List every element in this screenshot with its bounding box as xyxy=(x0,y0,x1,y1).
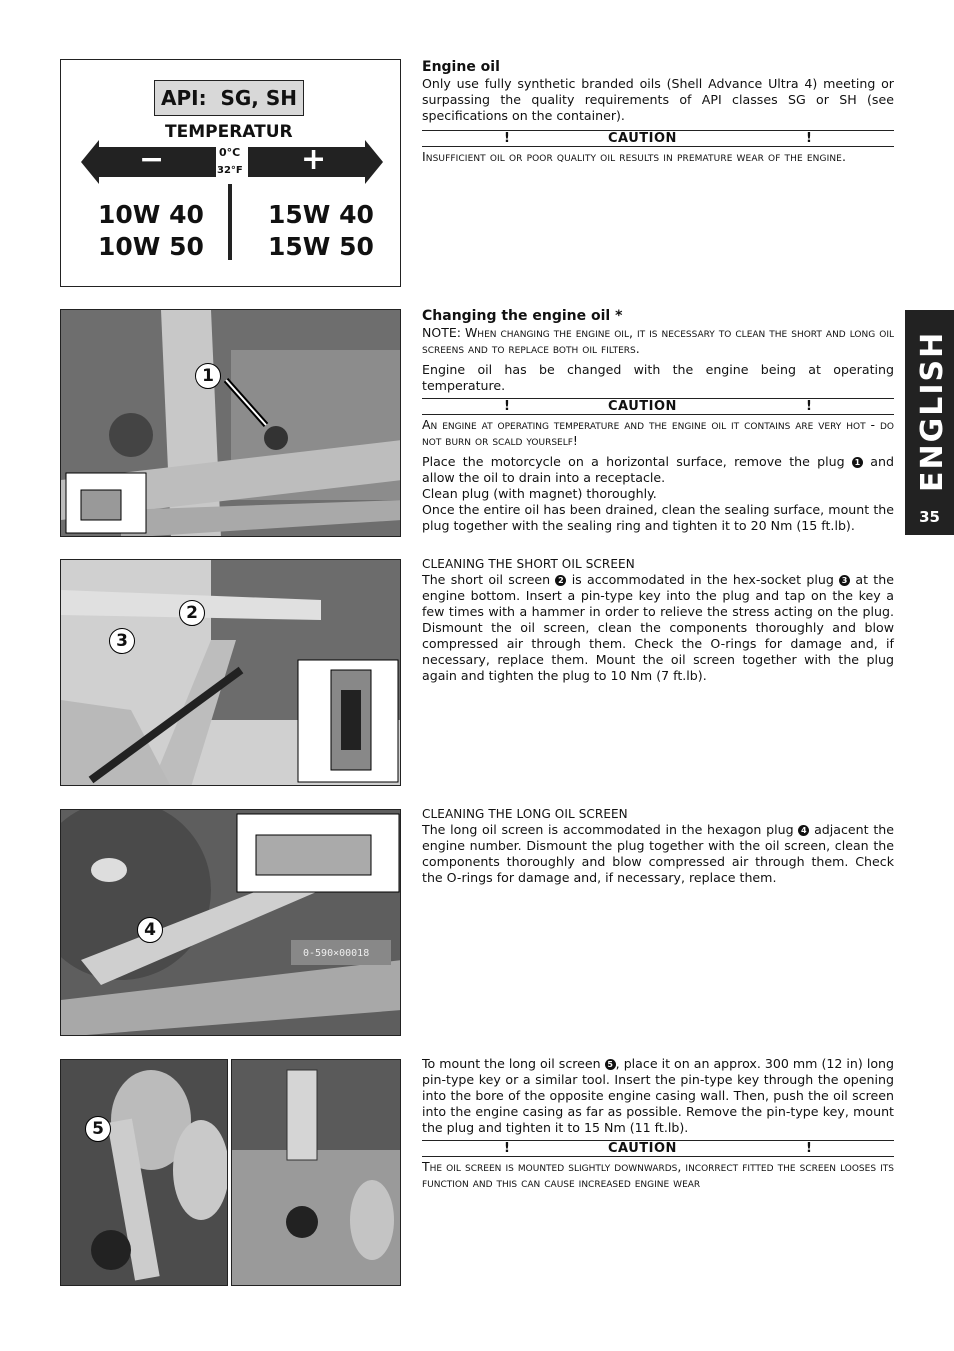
caution-label: CAUTION xyxy=(608,131,677,146)
grade-right-2: 15W 50 xyxy=(268,232,374,261)
caution-excl-right: ! xyxy=(806,399,812,414)
changing-oil-body2 xyxy=(422,454,894,486)
short-screen-text-3: at the engine bottom. Insert a pin-type key into the plug and tap on the key a few times with a hammer in order to relieve the stress acting on the plug. Dismount the oil screen, clean the components thoroughly and blow compressed air through them. Check the O-rings for damage and, if necessary, replace them. Mount the oil screen together with the plug again and tighten the plug to 10 Nm (7 ft.lb). xyxy=(422,572,894,683)
callout-4: 4 xyxy=(137,917,163,943)
long-screen-section xyxy=(422,806,894,886)
api-label-box xyxy=(154,80,304,116)
divider-line xyxy=(228,184,232,260)
engine-oil-body: Only use fully synthetic branded oils (Shell Advance Ultra 4) meeting or surpassing the quality requirements of API classes SG or SH (see specifications on the container). xyxy=(422,76,894,123)
short-screen-text-2: is accommodated in the hex-socket plug xyxy=(571,572,834,587)
long-screen-photo xyxy=(60,809,401,1036)
caution-excl-left: ! xyxy=(504,131,510,146)
changing-oil-body3: Clean plug (with magnet) thoroughly. xyxy=(422,486,657,501)
mount-screen-warning: The oil screen is mounted slightly downwards, incorrect fitted the screen looses its function and this can cause increased engine wear xyxy=(422,1159,894,1190)
engine-oil-section xyxy=(422,59,894,164)
celsius-label: 0°C xyxy=(219,146,241,159)
long-screen-illustration xyxy=(61,810,401,1036)
callout-1: 1 xyxy=(195,363,221,389)
caution-bar-2 xyxy=(422,398,894,415)
caution-label: CAUTION xyxy=(608,1141,677,1156)
language-tab-label xyxy=(905,310,954,500)
caution-excl-right: ! xyxy=(806,131,812,146)
plus-sign: + xyxy=(301,142,327,177)
changing-oil-body4: Once the entire oil has been drained, clean the sealing surface, mount the plug together with the sealing ring and tighten it to 20 Nm (15 ft.lb). xyxy=(422,502,894,533)
mount-screen-photo-left xyxy=(60,1059,228,1286)
grade-right-1: 15W 40 xyxy=(268,200,374,229)
page-number: 35 xyxy=(919,508,940,526)
engine-number-label: 0-590×00018 xyxy=(303,948,370,959)
long-screen-heading: CLEANING THE LONG OIL SCREEN xyxy=(422,807,628,821)
long-screen-text-2: adjacent the engine number. Dismount the plug together with the oil screen, clean the components thoroughly and blow compressed air through them. Check the O-rings for damage and, if necessary, replace them. xyxy=(422,822,894,885)
body2-part-b: and allow the oil to drain into a receptacle. xyxy=(422,454,894,485)
changing-oil-section xyxy=(422,308,894,534)
temperature-label: TEMPERATUR xyxy=(165,122,293,142)
changing-oil-heading: Changing the engine oil * xyxy=(422,308,623,324)
short-screen-photo xyxy=(60,559,401,786)
number-badge-4: 4 xyxy=(798,825,809,836)
mount-screen-body xyxy=(422,1056,894,1136)
mount-screen-photo-right xyxy=(231,1059,401,1286)
drain-plug-illustration xyxy=(61,310,401,537)
caution-excl-left: ! xyxy=(504,399,510,414)
caution-excl-right: ! xyxy=(806,1141,812,1156)
long-screen-text-1: The long oil screen is accommodated in the hexagon plug xyxy=(422,822,794,837)
engine-oil-warning: Insufficient oil or poor quality oil results in premature wear of the engine. xyxy=(422,149,847,164)
short-screen-body xyxy=(422,572,894,684)
caution-label: CAUTION xyxy=(608,399,677,414)
short-screen-illustration xyxy=(61,560,401,786)
changing-oil-body1: Engine oil has be changed with the engine being at operating temperature. xyxy=(422,362,894,393)
caution-bar-3 xyxy=(422,1140,894,1157)
drain-plug-photo xyxy=(60,309,401,537)
mount-screen-illustration-left xyxy=(61,1060,228,1286)
short-screen-section xyxy=(422,556,894,684)
mount-screen-section xyxy=(422,1056,894,1191)
long-screen-body xyxy=(422,822,894,886)
short-screen-text-1: The short oil screen xyxy=(422,572,551,587)
number-badge-5: 5 xyxy=(605,1059,616,1070)
short-screen-heading: CLEANING THE SHORT OIL SCREEN xyxy=(422,557,635,571)
number-badge-2: 2 xyxy=(555,575,566,586)
mount-screen-text-2: , place it on an approx. 300 mm (12 in) long pin-type key or a similar tool. Insert the pin-type key through the opening into the bore of the opposite engine casing wall. Then, push the oil screen into the engine casing as far as possible. Remove the pin-type key, mount the plug and tighten it to 15 Nm (11 ft.lb). xyxy=(422,1056,895,1135)
grade-left-2: 10W 50 xyxy=(98,232,204,261)
callout-3: 3 xyxy=(109,628,135,654)
language-text: ENGLISH xyxy=(915,330,950,492)
fahrenheit-label: 32°F xyxy=(217,165,243,176)
changing-oil-note: NOTE: When changing the engine oil, it is necessary to clean the short and long oil screens and to replace both oil filters. xyxy=(422,325,894,356)
mount-screen-illustration-right xyxy=(232,1060,401,1286)
caution-bar-1 xyxy=(422,130,894,147)
number-badge-3: 3 xyxy=(839,575,850,586)
grade-left-1: 10W 40 xyxy=(98,200,204,229)
plug-number-badge: 1 xyxy=(852,457,863,468)
mount-screen-text-1: To mount the long oil screen xyxy=(422,1056,601,1071)
engine-oil-heading: Engine oil xyxy=(422,59,500,75)
minus-sign: − xyxy=(139,142,165,177)
api-label: API: SG, SH xyxy=(160,86,298,110)
oil-viscosity-chart xyxy=(60,59,401,287)
changing-oil-warning: An engine at operating temperature and the engine oil it contains are very hot - do not burn or scald yourself! xyxy=(422,417,894,448)
callout-2: 2 xyxy=(179,600,205,626)
caution-excl-left: ! xyxy=(504,1141,510,1156)
callout-5: 5 xyxy=(85,1116,111,1142)
body2-part-a: Place the motorcycle on a horizontal surface, remove the plug xyxy=(422,454,845,469)
